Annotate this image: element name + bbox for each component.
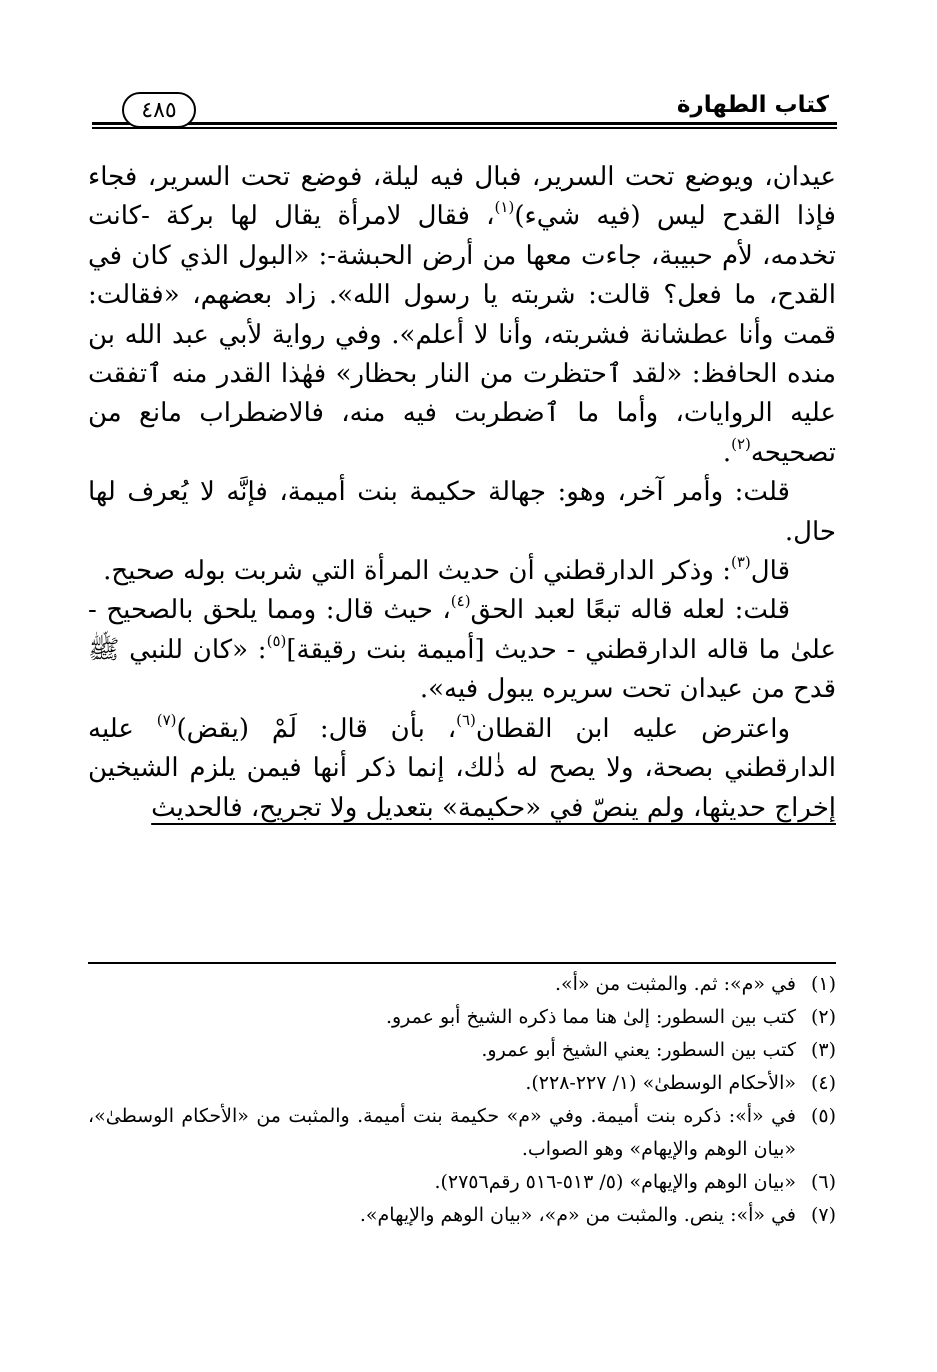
footnote-number: (٦) <box>810 1171 836 1193</box>
footnote-ref-4: (٤) <box>450 592 471 611</box>
footnote-4 <box>88 1067 836 1100</box>
header-rule-thick <box>92 122 837 125</box>
page-header <box>92 90 837 130</box>
text-run: : «كان للنبي ﷺ قدح من عيدان تحت سريره يبول فيه». <box>88 634 836 705</box>
text-run: قال <box>750 556 790 587</box>
paragraph-1 <box>88 158 836 473</box>
footnote-text: «الأحكام الوسطىٰ» (١/ ٢٢٧-٢٢٨). <box>525 1072 796 1094</box>
footnote-7 <box>88 1199 836 1232</box>
footnote-text: كتب بين السطور: إلىٰ هنا مما ذكره الشيخ أبو عمرو. <box>385 1006 796 1028</box>
footnote-text: كتب بين السطور: يعني الشيخ أبو عمرو. <box>481 1039 796 1061</box>
running-title: كتاب الطهارة <box>676 92 829 118</box>
footnote-text: «بيان الوهم والإيهام» (٥/ ٥١٣-٥١٦ رقم٢٧٥٦). <box>434 1171 796 1193</box>
footnote-text: في «م»: ثم. والمثبت من «أ». <box>554 973 796 995</box>
text-run: عيدان، ويوضع تحت السرير، فبال فيه ليلة، فوضع تحت السرير، فجاء فإذا القدح ليس (فيه شيء) <box>88 162 836 232</box>
footnote-ref-5: (٥) <box>266 631 287 650</box>
footnote-1 <box>88 968 836 1001</box>
text-run: . <box>722 437 732 468</box>
header-rule-thin <box>92 127 837 129</box>
paragraph-3 <box>88 552 836 591</box>
paragraph-5 <box>88 710 836 828</box>
footnote-2 <box>88 1001 836 1034</box>
footnote-ref-6: (٦) <box>456 710 476 729</box>
footnote-3 <box>88 1034 836 1067</box>
text-run: قلت: لعله قاله تبعًا لعبد الحق <box>470 595 791 626</box>
footnote-5 <box>88 1100 836 1166</box>
footnote-6 <box>88 1166 836 1199</box>
footnote-number: (٥) <box>810 1105 836 1127</box>
footnote-ref-7: (٧) <box>156 710 177 729</box>
paragraph-4 <box>88 591 836 709</box>
text-run: ، حيث قال: ومما يلحق بالصحيح - علىٰ ما قاله الدارقطني - حديث [أميمة بنت رقيقة] <box>88 595 837 665</box>
footnote-ref-2: (٢) <box>731 434 751 453</box>
footnote-number: (٢) <box>810 1006 836 1028</box>
footnote-number: (٣) <box>810 1039 836 1061</box>
footnote-separator <box>88 962 836 964</box>
footnote-text: في «أ»: ينص. والمثبت من «م»، «بيان الوهم والإيهام». <box>359 1204 796 1226</box>
footnote-ref-1: (١) <box>494 198 515 217</box>
main-text <box>88 158 836 828</box>
text-run: ، بأن قال: لَمْ (يقض) <box>176 713 457 744</box>
footnote-number: (١) <box>810 973 836 995</box>
text-run: واعترض عليه ابن القطان <box>475 713 791 744</box>
text-run: : وذكر الدارقطني أن حديث المرأة التي شربت بوله صحيح. <box>103 556 731 587</box>
text-run: عليه الدارقطني بصحة، ولا يصح له ذٰلك، إنما ذكر أنها فيمن يلزم الشيخين <box>88 713 836 784</box>
underlined-text-run: إخراج حديثها، ولم ينصّ في «حكيمة» بتعديل ولا تجريح، فالحديث <box>151 792 836 823</box>
footnote-ref-3: (٣) <box>730 553 751 572</box>
paragraph-2: قلت: وأمر آخر، وهو: جهالة حكيمة بنت أميمة، فإنَّه لا يُعرف لها حال. <box>88 477 836 547</box>
text-run: ، فقال لامرأة يقال لها بركة -كانت تخدمه، لأم حبيبة، جاءت معها من أرض الحبشة-: «البول الذي كان في القدح، ما فعل؟ قالت: شربته يا رسول الله». زاد بعضهم، «فقالت: قمت وأنا عطشانة فشربته، وأنا لا أعلم». وفي رواية لأبي عبد الله بن منده الحافظ: «لقد ٱحتظرت من النار بحظار» فهٰذا القدر منه ٱتفقت عليه الروايات، وأما ما ٱضطربت فيه منه، فالاضطراب مانع من تصحيحه <box>88 201 836 468</box>
footnote-number: (٤) <box>810 1072 836 1094</box>
page-number: ٤٨٥ <box>122 92 196 128</box>
footnote-text: في «أ»: ذكره بنت أميمة. وفي «م» حكيمة بنت أميمة. والمثبت من «الأحكام الوسطىٰ»، «بيان الوهم والإيهام» وهو الصواب. <box>88 1105 796 1160</box>
footnote-number: (٧) <box>810 1204 836 1226</box>
footnotes <box>88 968 836 1232</box>
